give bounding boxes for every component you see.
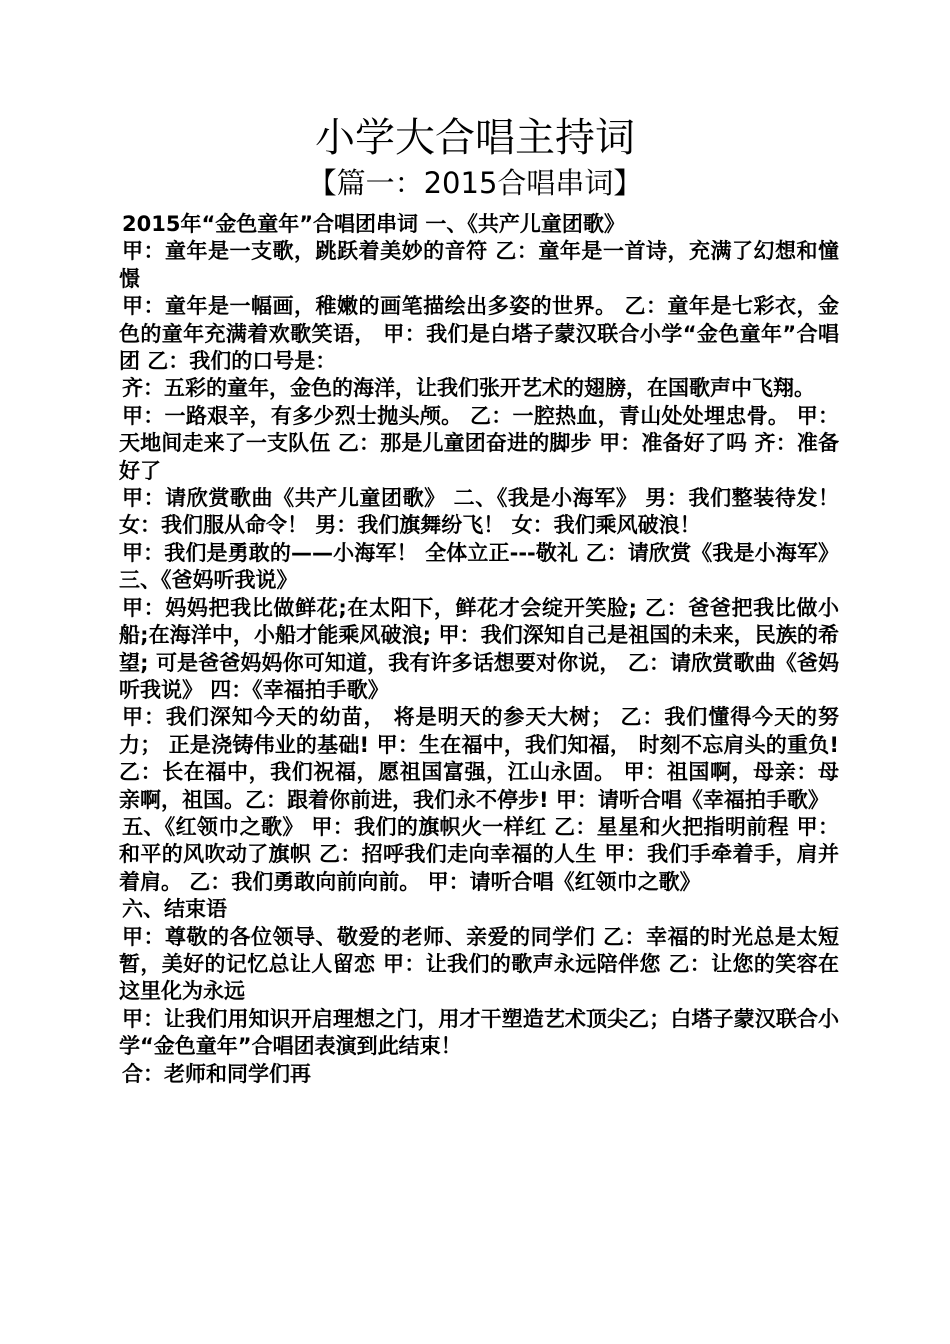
- paragraph: 五、《红领巾之歌》 甲：我们的旗帜火一样红 乙：星星和火把指明前程 甲：和平的风吹动了旗帜 乙：招呼我们走向幸福的人生 甲：我们手牵着手，肩并着肩。 乙：我们勇敢向前向前。 甲：请听合唱《红领巾之歌》: [119, 814, 839, 894]
- paragraph: 甲：请欣赏歌曲《共产儿童团歌》 二、《我是小海军》 男：我们整装待发！ 女：我们服从命令！ 男：我们旗舞纷飞！ 女：我们乘风破浪！: [119, 486, 839, 538]
- paragraph: 2015年“金色童年”合唱团串词 一、《共产儿童团歌》: [122, 212, 625, 236]
- paragraph: 六、结束语: [122, 897, 227, 922]
- paragraph: 合：老师和同学们再: [122, 1061, 311, 1086]
- paragraph: 甲：让我们用知识开启理想之门，用才干塑造艺术顶尖乙；白塔子蒙汉联合小学“金色童年”合唱团表演到此结束！: [119, 1006, 839, 1059]
- document-title: 小学大合唱主持词: [315, 115, 635, 161]
- paragraph: 甲：童年是一支歌，跳跃着美妙的音符 乙：童年是一首诗，充满了幻想和憧憬: [119, 239, 839, 291]
- paragraph: 甲：尊敬的各位领导、敬爱的老师、亲爱的同学们 乙：幸福的时光总是太短暂，美好的记忆总让人留恋 甲：让我们的歌声永远陪伴您 乙：让您的笑容在这里化为永远: [119, 924, 839, 1004]
- paragraph: 甲：妈妈把我比做鲜花;在太阳下，鲜花才会绽开笑脸; 乙：爸爸把我比做小船;在海洋中，小船才能乘风破浪; 甲：我们深知自己是祖国的未来，民族的希望; 可是爸爸妈妈你可知道，我有许多话想要对你说， 乙：请欣赏歌曲《爸妈听我说》 四：《幸福拍手歌》: [119, 595, 839, 702]
- paragraph: 甲：我们深知今天的幼苗， 将是明天的参天大树； 乙：我们懂得今天的努力； 正是浇铸伟业的基础! 甲：生在福中，我们知福， 时刻不忘肩头的重负! 乙：长在福中，我们祝福，愿祖国富强，江山永固。 甲：祖国啊，母亲：母亲啊，祖国。乙：跟着你前进，我们永不停步! 甲：请听合唱《幸福拍手歌》: [119, 705, 839, 812]
- document-subtitle: 【篇一：2015合唱串词】: [307, 166, 643, 200]
- paragraph: 甲：我们是勇敢的——小海军！ 全体立正---敬礼 乙：请欣赏《我是小海军》 三、《爸妈听我说》: [119, 540, 839, 593]
- paragraph: 甲：一路艰辛，有多少烈士抛头颅。 乙：一腔热血，青山处处埋忠骨。 甲：天地间走来了一支队伍 乙：那是儿童团奋进的脚步 甲：准备好了吗 齐：准备好了: [119, 403, 839, 483]
- paragraph: 齐：五彩的童年，金色的海洋，让我们张开艺术的翅膀，在国歌声中飞翔。: [122, 376, 815, 401]
- paragraph: 甲：童年是一幅画，稚嫩的画笔描绘出多姿的世界。 乙：童年是七彩衣，金色的童年充满着欢歌笑语， 甲：我们是白塔子蒙汉联合小学“金色童年”合唱团 乙：我们的口号是：: [119, 294, 839, 374]
- document-body: [119, 211, 839, 1088]
